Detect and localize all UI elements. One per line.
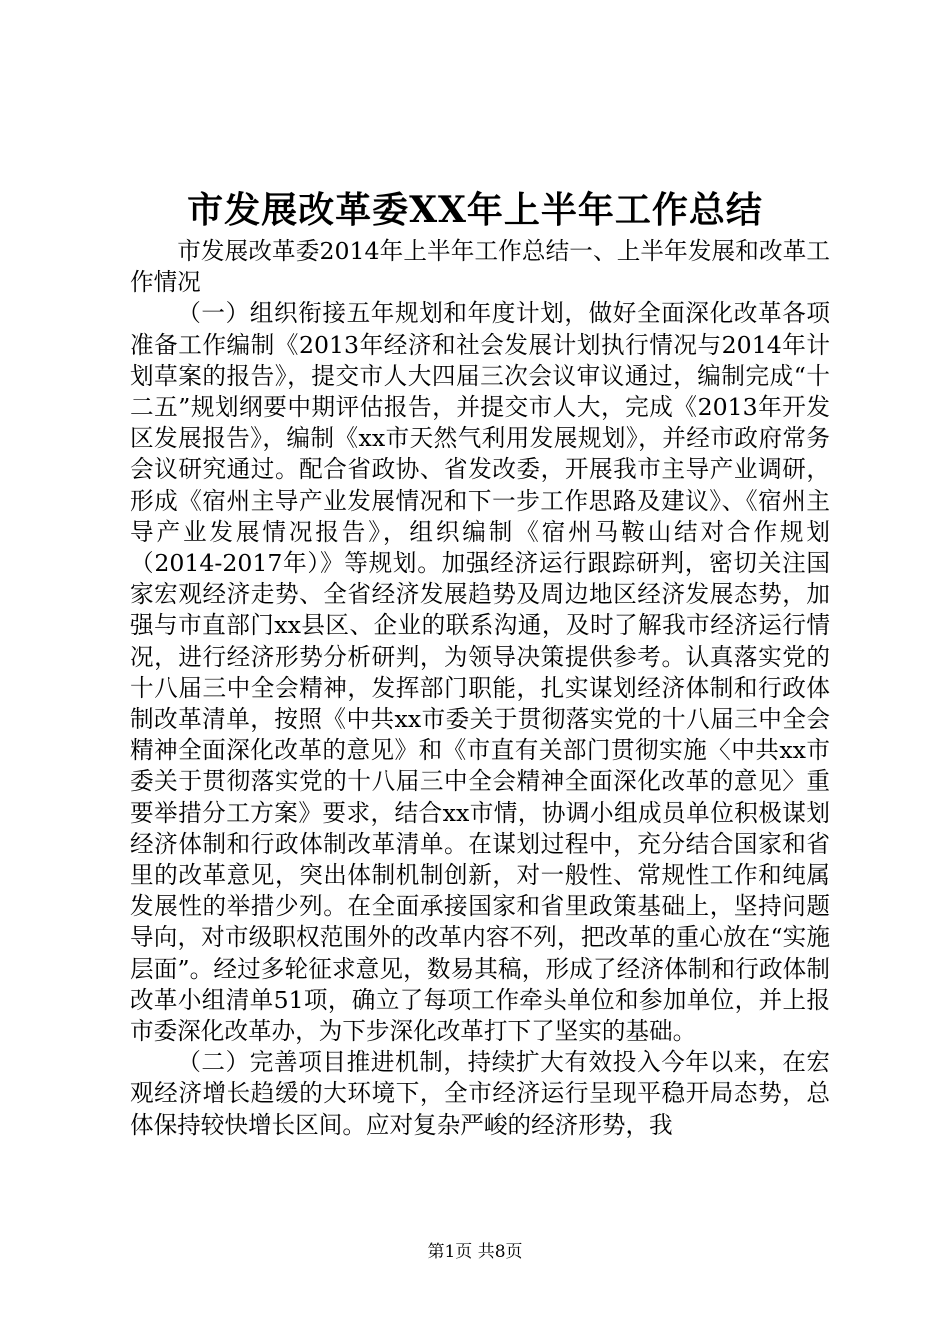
document-title: 市发展改革委XX年上半年工作总结 [187, 189, 763, 231]
paragraph-intro: 市发展改革委2014年上半年工作总结一、上半年发展和改革工作情况 [130, 237, 830, 297]
paragraph-section-1: （一）组织衔接五年规划和年度计划，做好全面深化改革各项准备工作编制《2013年经济和社会发展计划执行情况与2014年计划草案的报告》，提交市人大四届三次会议审议通过，编制完成“十二五”规划纲要中期评估报告，并提交市人大，完成《2013年开发区发展报告》，编制《xx市天然气利用发展规划》，并经市政府常务会议研究通过。配合省政协、省发改委，开展我市主导产业调研，形成《宿州主导产业发展情况和下一步工作思路及建议》、《宿州主导产业发展情况报告》，组织编制《宿州马鞍山结对合作规划（2014-2017年）》等规划。加强经济运行跟踪研判，密切关注国家宏观经济走势、全省经济发展趋势及周边地区经济发展态势，加强与市直部门xx县区、企业的联系沟通，及时了解我市经济运行情况，进行经济形势分析研判，为领导决策提供参考。认真落实党的十八届三中全会精神，发挥部门职能，扎实谋划经济体制和行政体制改革清单，按照《中共xx市委关于贯彻落实党的十八届三中全会精神全面深化改革的意见》和《市直有关部门贯彻实施〈中共xx市委关于贯彻落实党的十八届三中全会精神全面深化改革的意见〉重要举措分工方案》要求，结合xx市情，协调小组成员单位积极谋划经济体制和行政体制改革清单。在谋划过程中，充分结合国家和省里的改革意见，突出体制机制创新，对一般性、常规性工作和纯属发展性的举措少列。在全面承接国家和省里政策基础上，坚持问题导向，对市级职权范围外的改革内容不列，把改革的重心放在“实施层面”。经过多轮征求意见，数易其稿，形成了经济体制和行政体制改革小组清单51项，确立了每项工作牵头单位和参加单位，并上报市委深化改革办，为下步深化改革打下了坚实的基础。 [130, 299, 830, 1046]
page-number-footer: 第1页 共8页 [427, 1242, 523, 1262]
document-body [130, 236, 830, 1141]
paragraph-section-2: （二）完善项目推进机制，持续扩大有效投入今年以来，在宏观经济增长趋缓的大环境下，全市经济运行呈现平稳开局态势，总体保持较快增长区间。应对复杂严峻的经济形势，我 [130, 1048, 830, 1139]
